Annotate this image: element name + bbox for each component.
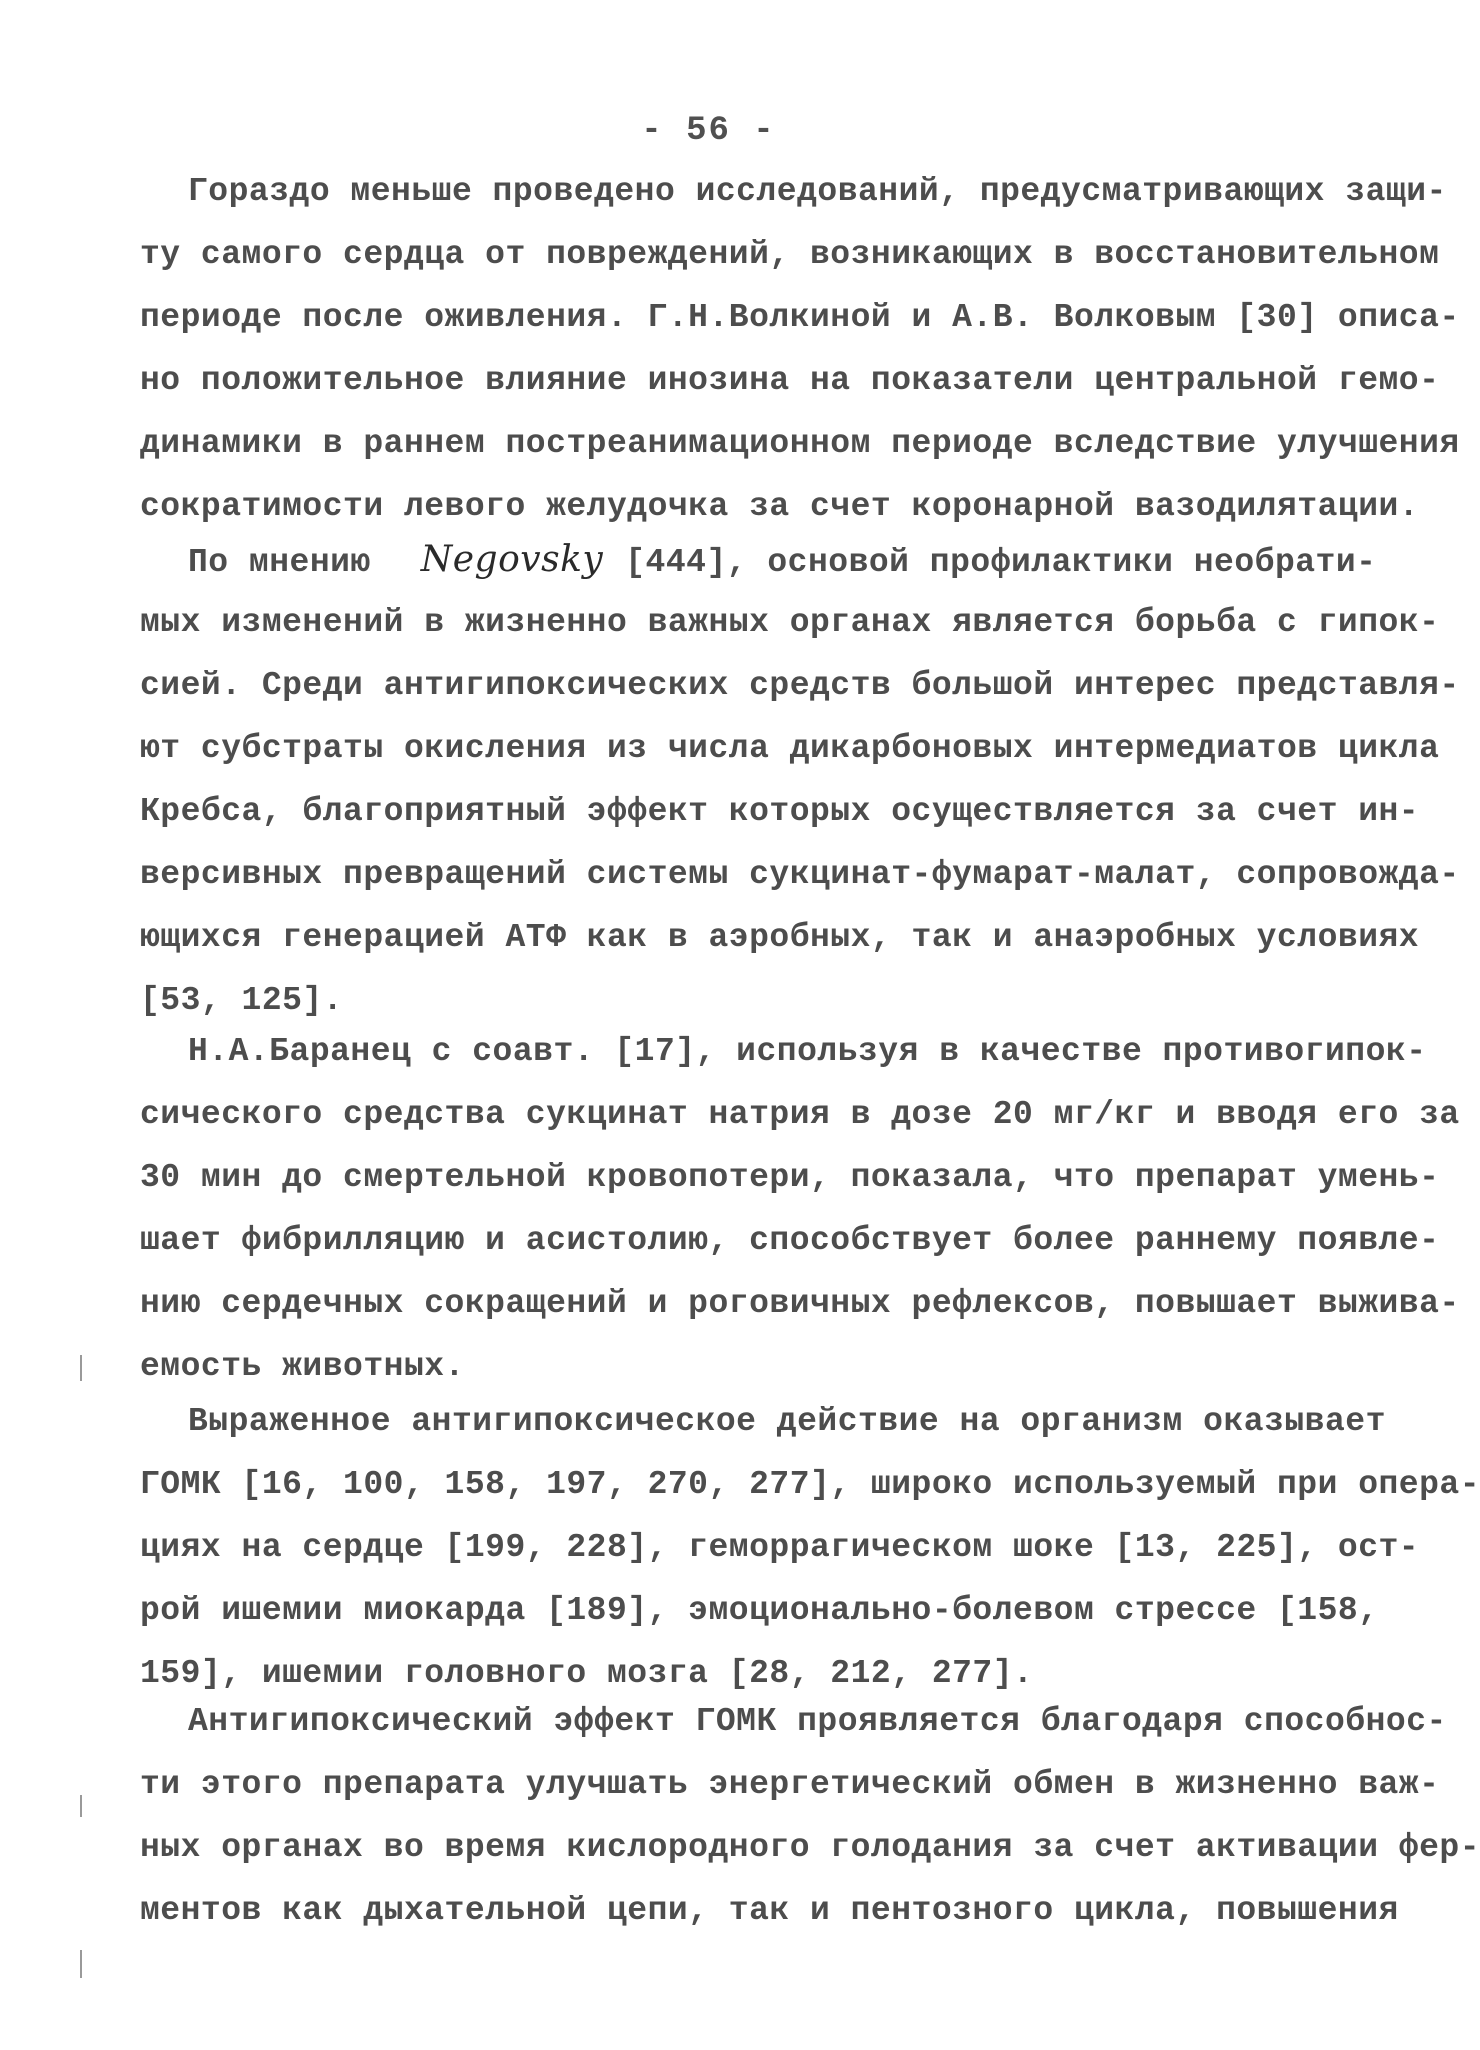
text-line: [53, 125]. [140,982,344,1019]
text-line: сией. Среди антигипоксических средств большой интерес представля- [140,667,1460,704]
paragraph-1 [140,160,1460,538]
scan-mark [80,1795,82,1817]
text-line: шает фибрилляцию и асистолию, способствует более раннему появле- [140,1222,1440,1259]
text-line: ГОМК [16, 100, 158, 197, 270, 277], широко используемый при опера- [140,1466,1480,1503]
text-fragment: По мнению [188,544,371,581]
handwritten-author-name: Negovsky [420,539,604,580]
paragraph-5 [140,1690,1480,1942]
text-line: Антигипоксический эффект ГОМК проявляется благодаря способнос- [188,1703,1447,1740]
text-line: Кребса, благоприятный эффект которых осуществляется за счет ин- [140,793,1420,830]
text-line: циях на сердце [199, 228], геморрагическом шоке [13, 225], ост- [140,1529,1420,1566]
text-line: нию сердечных сокращений и роговичных рефлексов, повышает выжива- [140,1285,1460,1322]
text-line: 30 мин до смертельной кровопотери, показала, что препарат умень- [140,1159,1440,1196]
text-line: ту самого сердца от повреждений, возникающих в восстановительном [140,236,1440,273]
text-line: ющихся генерацией АТФ как в аэробных, так и анаэробных условиях [140,919,1420,956]
page-number: - 56 - [641,112,776,150]
text-line: рой ишемии миокарда [189], эмоционально-болевом стрессе [158, [140,1592,1379,1629]
text-line: сократимости левого желудочка за счет коронарной вазодилятации. [140,488,1420,525]
text-line: ментов как дыхательной цепи, так и пентозного цикла, повышения [140,1892,1399,1929]
text-line: ют субстраты окисления из числа дикарбоновых интермедиатов цикла [140,730,1440,767]
text-line: ных органах во время кислородного голодания за счет активации фер- [140,1829,1480,1866]
paragraph-2 [140,528,1460,1032]
paragraph-3 [140,1020,1460,1398]
scan-mark [80,1355,82,1381]
text-line: 159], ишемии головного мозга [28, 212, 277]. [140,1655,1034,1692]
scan-mark [80,1950,82,1978]
text-line: динамики в раннем постреанимационном периоде вследствие улучшения [140,425,1460,462]
text-line: версивных превращений системы сукцинат-фумарат-малат, сопровожда- [140,856,1460,893]
text-line: емость животных. [140,1348,465,1385]
text-line: Гораздо меньше проведено исследований, предусматривающих защи- [188,173,1447,210]
text-line: мых изменений в жизненно важных органах является борьба с гипок- [140,604,1440,641]
text-line: ти этого препарата улучшать энергетический обмен в жизненно важ- [140,1766,1440,1803]
text-line: Выраженное антигипоксическое действие на организм оказывает [188,1403,1386,1440]
text-line-with-handwriting [140,528,1377,591]
text-line: периоде после оживления. Г.Н.Волкиной и А.В. Волковым [30] описа- [140,299,1460,336]
paragraph-4 [140,1390,1480,1705]
text-line: сического средства сукцинат натрия в дозе 20 мг/кг и вводя его за [140,1096,1460,1133]
text-fragment: [444], основой профилактики необрати- [625,544,1377,581]
text-line: но положительное влияние инозина на показатели центральной гемо- [140,362,1440,399]
text-line: Н.А.Баранец с соавт. [17], используя в качестве противогипок- [188,1033,1427,1070]
